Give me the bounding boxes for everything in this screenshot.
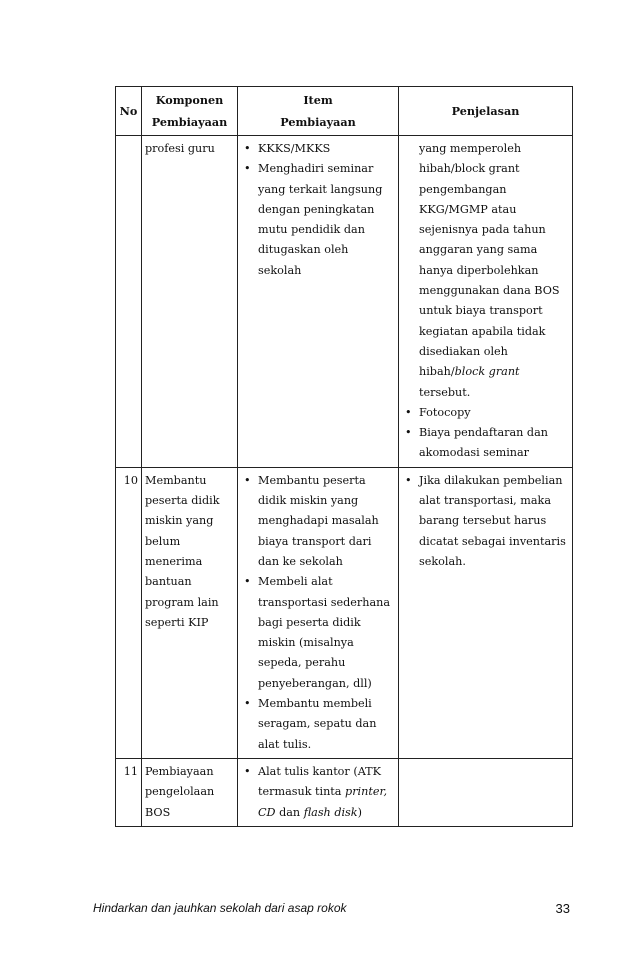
budget-table	[115, 86, 573, 827]
row-10-no: 10	[116, 467, 142, 758]
header-item-line2: Pembiayaan	[280, 115, 356, 129]
list-item	[241, 762, 395, 823]
row-cont-komponen: profesi guru	[142, 136, 238, 468]
penjelasan-paragraph	[402, 139, 569, 403]
list-item: • Jika dilakukan pembelian alat transportasi, maka barang tersebut harus dicatat sebagai inventaris sekolah.	[402, 471, 569, 572]
header-komponen	[142, 87, 238, 136]
list-item: • Menghadiri seminar yang terkait langsung dengan peningkatan mutu pendidik dan ditugaskan oleh sekolah	[241, 159, 395, 281]
row-10-penjelasan	[399, 467, 573, 758]
table-row	[116, 467, 573, 758]
row-10-items	[238, 467, 399, 758]
header-komponen-line1: Komponen	[155, 93, 224, 107]
list-item: • Membantu membeli seragam, sepatu dan alat tulis.	[241, 694, 395, 755]
penjelasan-italic: block grant	[454, 365, 520, 379]
item-italic-1: printer, CD	[258, 785, 388, 819]
table-row	[116, 758, 573, 826]
list-item: • Biaya pendaftaran dan akomodasi seminar	[402, 423, 569, 464]
row-cont-items	[238, 136, 399, 468]
item-italic-2: flash disk	[303, 805, 358, 819]
page-number: 33	[555, 901, 570, 916]
row-cont-no	[116, 136, 142, 468]
list-item: • KKKS/MKKS	[241, 139, 395, 159]
row-11-komponen: Pembiayaan pengelolaan BOS	[142, 758, 238, 826]
list-item: • Membeli alat transportasi sederhana bagi peserta didik miskin (misalnya sepeda, perahu penyeberangan, dll)	[241, 572, 395, 694]
row-10-komponen: Membantu peserta didik miskin yang belum menerima bantuan program lain seperti KIP	[142, 467, 238, 758]
penjelasan-text-2: tersebut.	[419, 385, 471, 399]
row-cont-penjelasan	[399, 136, 573, 468]
footer-text: Hindarkan dan jauhkan sekolah dari asap rokok	[93, 901, 347, 915]
item-text-2: dan	[275, 805, 304, 819]
item-text-3: )	[357, 805, 362, 819]
list-item: • Membantu peserta didik miskin yang menghadapi masalah biaya transport dari dan ke sekolah	[241, 471, 395, 572]
penjelasan-text-1: yang memperoleh hibah/block grant pengembangan KKG/MGMP atau sejenisnya pada tahun anggaran yang sama hanya diperbolehkan menggunakan dana BOS untuk biaya transport kegiatan apabila tidak disediakan oleh hibah/	[419, 142, 560, 379]
row-11-penjelasan	[399, 758, 573, 826]
header-item	[238, 87, 399, 136]
header-item-line1: Item	[303, 93, 333, 107]
header-komponen-line2: Pembiayaan	[151, 115, 228, 129]
header-no: No	[116, 87, 142, 136]
row-11-items	[238, 758, 399, 826]
page-footer	[93, 901, 570, 915]
header-penjelasan: Penjelasan	[399, 87, 573, 136]
list-item: • Fotocopy	[402, 403, 569, 423]
row-11-no: 11	[116, 758, 142, 826]
table-row	[116, 136, 573, 468]
table-header-row	[116, 87, 573, 136]
item-text-1: Alat tulis kantor (ATK termasuk tinta	[258, 764, 381, 799]
